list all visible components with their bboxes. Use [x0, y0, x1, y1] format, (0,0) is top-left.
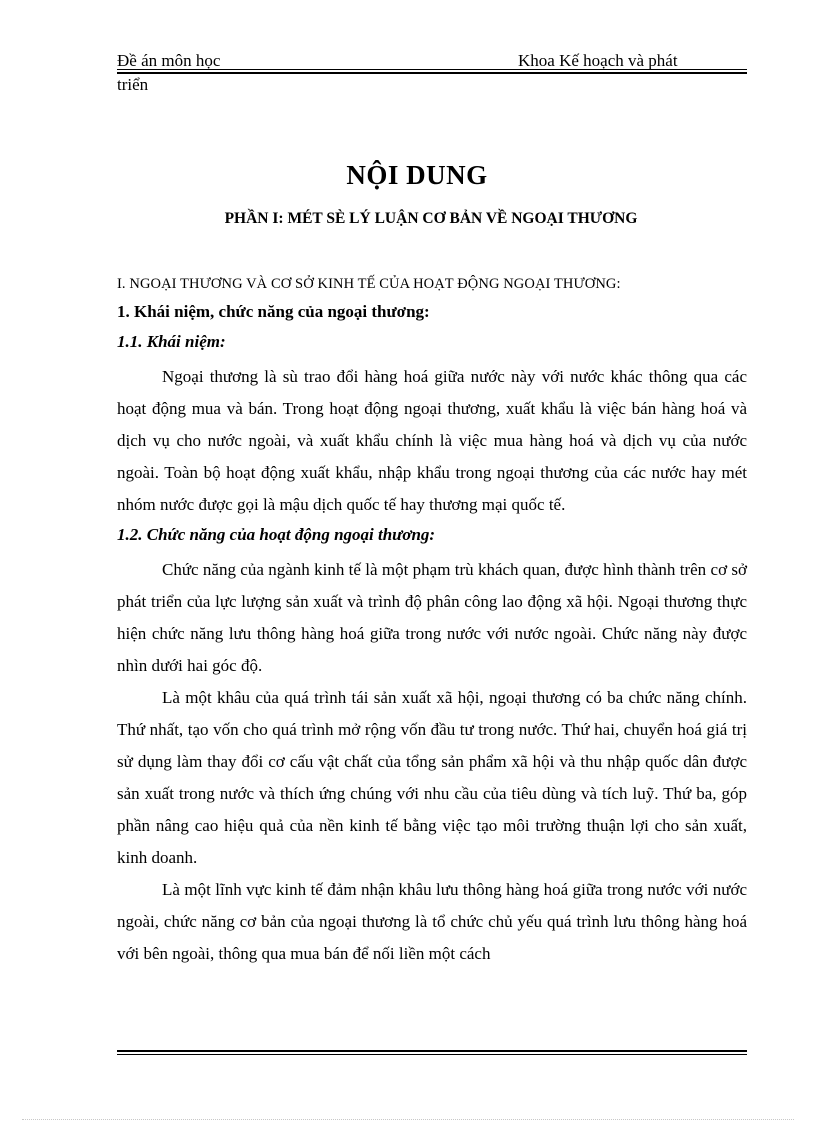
heading-function: 1.2. Chức năng của hoạt động ngoại thương:	[117, 525, 436, 544]
paragraph-function-basic: Là một lĩnh vực kinh tế đảm nhận khâu lưu thông hàng hoá giữa trong nước với nước ngoài, chức năng cơ bản của ngoại thương là tổ chức chủ yếu quá trình lưu thông hàng hoá với bên ngoài, thông qua mua bán để nối liền một cách	[117, 880, 747, 963]
header-faculty: Khoa Kế hoạch và phát	[518, 51, 678, 70]
header-course-title: Đề án môn học	[117, 51, 221, 70]
paragraph-concept: Ngoại thương là sù trao đổi hàng hoá giữa nước này với nước khác thông qua các hoạt động mua và bán. Trong hoạt động ngoại thương, xuất khẩu là việc bán hàng hoá và dịch vụ cho nước ngoài, và xuất khẩu chính là việc mua hàng hoá và dịch vụ của nước ngoài. Toàn bộ hoạt động xuất khẩu, nhập khẩu trong ngoại thương của các nước hay mét nhóm nước được gọi là mậu dịch quốc tế hay thương mại quốc tế.	[117, 367, 747, 514]
section-heading: I. NGOẠI THƯƠNG VÀ CƠ SỞ KINH TẾ CỦA HOẠT ĐỘNG NGOẠI THƯƠNG:	[117, 276, 621, 292]
footer-rule	[117, 1050, 747, 1055]
paragraph-function-intro: Chức năng của ngành kinh tế là một phạm trù khách quan, được hình thành trên cơ sở phát triển của lực lượng sản xuất và trình độ phân công lao động xã hội. Ngoại thương thực hiện chức năng lưu thông hàng hoá giữa trong nước với nước ngoài. Chức năng này được nhìn dưới hai góc độ.	[117, 560, 747, 675]
heading-concept-function: 1. Khái niệm, chức năng của ngoại thương:	[117, 302, 430, 321]
part-title: PHẦN I: MÉT SÈ LÝ LUẬN CƠ BẢN VỀ NGOẠI THƯƠNG	[224, 210, 638, 227]
header-rule	[117, 69, 747, 74]
header-faculty-continued: triển	[117, 75, 149, 94]
document-body	[117, 270, 747, 970]
paragraph-function-three: Là một khâu của quá trình tái sản xuất xã hội, ngoại thương có ba chức năng chính. Thứ nhất, tạo vốn cho quá trình mở rộng vốn đầu tư trong nước. Thứ hai, chuyển hoá giá trị sử dụng làm thay đổi cơ cấu vật chất của tổng sản phẩm xã hội và thu nhập quốc dân được sản xuất trong nước và thích ứng chúng với nhu cầu của tiêu dùng và tích luỹ. Thứ ba, góp phần nâng cao hiệu quả của nền kinh tế bằng việc tạo môi trường thuận lợi cho sản xuất, kinh doanh.	[117, 688, 747, 867]
heading-concept: 1.1. Khái niệm:	[117, 332, 226, 351]
page-bottom-edge	[22, 1119, 794, 1120]
page-title: NỘI DUNG	[346, 160, 488, 190]
